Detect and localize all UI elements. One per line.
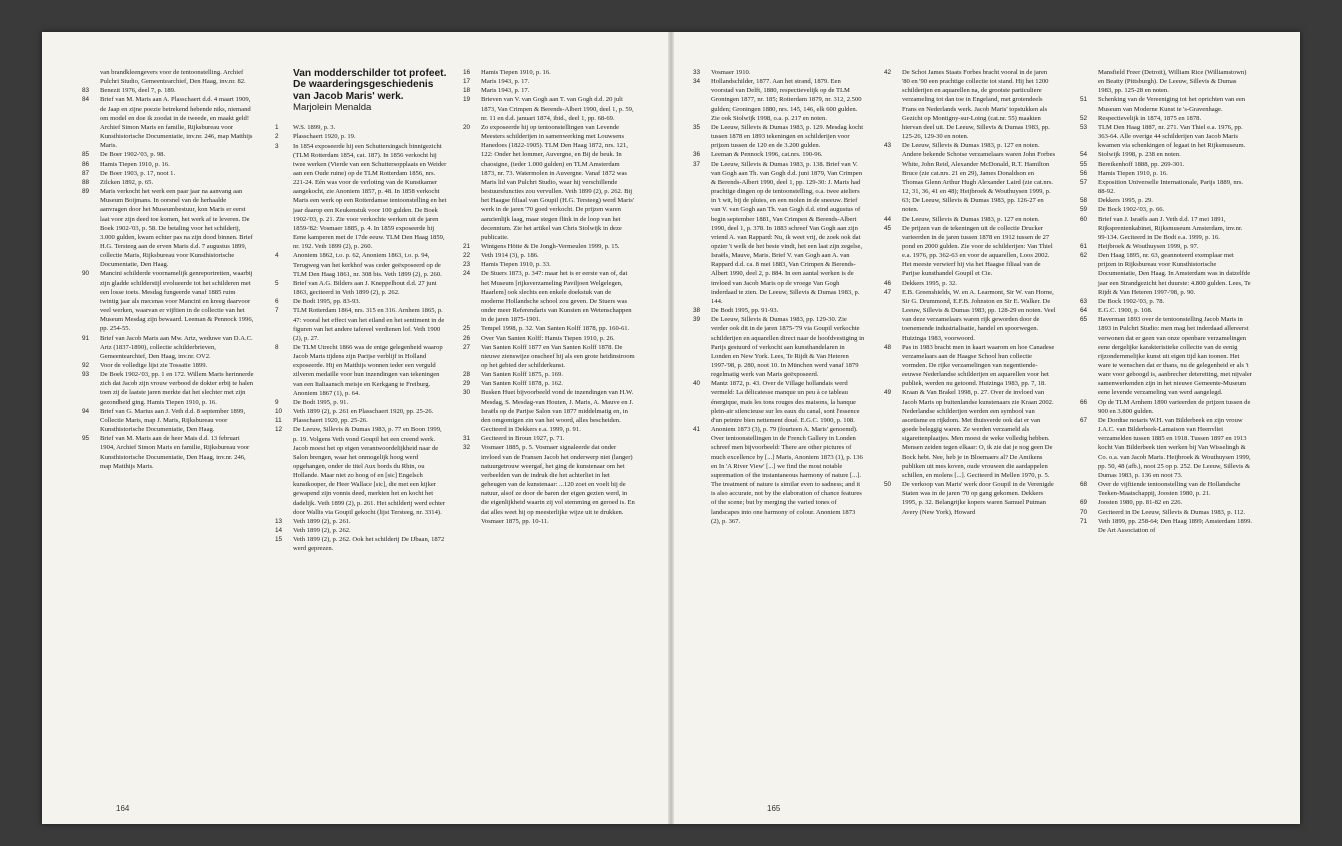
footnote-number: 21: [463, 242, 471, 250]
footnote-text: TLM Den Haag 1887, nr. 271. Van Thiel e.a. 1976, pp. 363-64. Alle overige 44 schilderijen van Jacob Maris kwamen via schenkingen of legaat in het Rijksmuseum.: [1098, 123, 1246, 150]
footnote-number: 47: [884, 288, 892, 296]
footnote-text: Brief van M. Maris aan de heer Mais d.d. 13 februari 1904, Archief Simon Maris en familie, Rijksbureau voor Kunsthistorische Documentatie, Den Haag, inv.nr. 246, map Matthijs Maris.: [100, 435, 250, 470]
footnote-text: Van Santen Kolff 1875, p. 169.: [481, 371, 563, 379]
footnote-number: 34: [693, 78, 701, 86]
page-number-left: 164: [116, 804, 130, 813]
footnote: [275, 535, 447, 553]
footnote: [1080, 196, 1252, 205]
footnote-text: De Leeuw, Sillevis & Dumas 1983, p. 129. Mesdag kocht tussen 1878 en 1893 tekeningen en schilderijen voor prijzen tussen de 120 en de 3.200 gulden.: [711, 123, 864, 150]
footnote-text: Tempel 1998, p. 32. Van Santen Kolff 1878, pp. 160-61.: [481, 325, 630, 333]
footnote: [463, 251, 635, 260]
footnote: [275, 297, 447, 306]
footnote: [463, 123, 635, 242]
footnote: [884, 224, 1056, 279]
footnote-number: 1: [275, 124, 279, 132]
footnote-text: De Stuers 1873, p. 347: maar het is er eerste van of, dat het Museum [rijksverzameling Paviljoen Welgelegen, Haarlem] ook slechts een enkele doekstuk van de moderne Hollandsche school zou geven. De Stuers was onder meer Referendaris van Kunsten en Wetenschappen in de jaren 1875-1901.: [481, 270, 632, 324]
footnote: [82, 68, 254, 86]
footnote-number: 62: [1080, 252, 1088, 260]
footnote: [82, 434, 254, 471]
footnote: [884, 141, 1056, 214]
footnote-text: Veth 1899, pp. 258-64; Den Haag 1899; Amsterdam 1899. De Art Association of: [1098, 517, 1252, 534]
footnote-text: Veth 1899 (2), p. 262. Ook het schilderij De IJbaan, 1872 werd geprezen.: [293, 536, 445, 553]
footnote-number: 46: [884, 279, 892, 287]
footnote-number: 88: [82, 178, 90, 186]
footnote-number: 15: [275, 536, 283, 544]
essay-title: Van modderschilder tot profeet. De waarderingsgeschiedenis van Jacob Maris' werk.: [293, 68, 447, 102]
footnote-text: Joosten 1980, pp. 81-82 en 226.: [1098, 499, 1183, 507]
footnote-text: De Leeuw, Sillevis & Dumas 1983, p. 77 en Boon 1999, p. 19. Volgens Veth vond Goupil het een creend werk. Jacob moest het op eigen verantwoordelijkheid naar de Salon brengen, waar het onmogelijk hoog werd opgehangen, onder de titel Aux bords du Rhin, ou Hollande. Maar niet zo hoog of en [sic] Engelsch kunstkooper, de Heer Wallace [sic], die met een kijker gewapend zijn vonnis deed, merkten het en kocht het dadelijk. Veth 1899 (2), p. 261. Het schilderij werd echter door Wallis via Goupil gekocht (lijst Tersteeg, nr. 3314).: [293, 426, 446, 516]
footnote-number: 61: [1080, 242, 1088, 250]
footnote-number: 2: [275, 133, 279, 141]
footnote: [275, 416, 447, 425]
footnote-text: Kraan & Van Brakel 1998, p. 27. Over de invloed van Jacob Maris op buitenlandse kunstenaars zie Kraan 2002. Nederlandse schilderijen werden een symbool van ascetisme en rijkdom. Met thuisverde ook dat er van goede beleggig waren. Ze werden verzameld als sigarettenplaatjes. Men moest de weke volledig hebben. Mensen zeiden tegen elkaar: O, ik zie dat je nog geen De Bock hebt. Nee, heb je in Bloemaers al? De Amikens publiken uit mes koven, oude vrouwen die aardappelen schillen, en molens [...]. Geciteerd in Mellen 1970, p. 5.: [902, 389, 1054, 479]
footnote-text: Hollandschilder, 1877. Aan het strand, 1879. Een voorstad van Delft, 1880, respectievelijk op de TLM Groningen 1877, nr. 185; Rotterdam 1879, nr. 312, 2.500 gulden; Groningen 1880, nrs. 145, 146, elk 600 gulden. Zie ook Stolwijk 1998, o.a. p. 217 en noten.: [711, 78, 862, 122]
footnote: [275, 306, 447, 343]
footnote: [1080, 508, 1252, 517]
footnote-text: De Bodt 1995, pp. 91-93.: [711, 307, 779, 315]
footnote-number: 86: [82, 160, 90, 168]
notes-column-6: [1080, 68, 1252, 798]
footnote-number: 92: [82, 362, 90, 369]
footnote: [884, 288, 1056, 343]
footnote-number: 39: [693, 316, 701, 324]
footnote-number: 27: [463, 343, 471, 351]
footnote-number: 49: [884, 389, 892, 397]
footnote-text: Wintgens Hötte & De Jongh-Vermeulen 1999, p. 15.: [481, 242, 620, 250]
footnote-number: 56: [1080, 169, 1088, 177]
footnote: [82, 370, 254, 407]
left-page: [42, 32, 671, 824]
footnote-text: Dekkers 1995, p. 29.: [1098, 197, 1153, 205]
footnote-text: Veth 1914 (3), p. 186.: [481, 252, 539, 260]
footnote: [82, 160, 254, 169]
footnote-number: 65: [1080, 316, 1088, 324]
footnote-number: 44: [884, 215, 892, 223]
footnote-text: Plasschaert 1920, pp. 25-26.: [293, 417, 368, 425]
footnote-number: 26: [463, 334, 471, 342]
footnote-text: Busken Huet bijvoorbeeld vond de inzendingen van H.W. Mesdag, S. Mesdag-van Houten, J. Maris, A. Mauve en J. Israëls op de Parijse Salon van 1877 middelmatig en, in den omgomigen zin van het woord, alles bescheiden. Geciteerd in Dekkers e.a. 1999, p. 91.: [481, 389, 634, 434]
footnote-text: De Leeuw, Sillevis & Dumas 1983, pp. 129-30. Zie verder ook dit in de jaren 1875-'79 via Goupil verkochte schilderijen en aquarellen direct naar de hoofdvestiging in Parijs gestuurd of verkocht aan kunsthandelaren in Londen en New York. Lees, Te Rijdt & Van Heteren 1997-'98, p. 280, noot 10. In München werd vanaf 1879 regelmatig werk van Maris geëxposeerd.: [711, 316, 865, 379]
footnote-text: Op de TLM Arnhem 1890 varieerden de prijzen tussen de 900 en 3.800 gulden.: [1098, 398, 1251, 415]
footnote: [82, 86, 254, 95]
footnote-text: Maris verkocht het werk een paar jaar na aanvang aan Museum Boijmans. In oorsnel van de herhaalde aanvragen door het Museumbestuur, kon Maris er eerst laat voor zijn deed toe komen, het werk af te leveren. De Boek 1902-'03, p. 58. De betaling voor het schilderij, 3.000 gulden, kwam echter pas na zijn dood binnen. Brief H.G. Tersteeg aan de erven Maris d.d. 7 augustus 1899, collectie Maris, Rijksbureau voor Kunsthistorische Documentatie, Den Haag.: [100, 188, 253, 269]
book-spread: [42, 32, 1300, 824]
footnote-text: W.S. 1899, p. 3.: [293, 124, 336, 132]
footnote: [1080, 169, 1252, 178]
footnote-text: Over Van Santen Kolff: Hamis Tiepen 1910, p. 26.: [481, 334, 615, 342]
footnote: [463, 242, 635, 251]
footnote-number: 17: [463, 78, 471, 86]
footnote: [82, 178, 254, 187]
footnote-number: 95: [82, 435, 90, 443]
footnote: [884, 215, 1056, 224]
footnote-text: Dekkers 1995, p. 32.: [902, 279, 957, 287]
footnote-text: van brandkleengevers voor de tentoonstelling. Archief Pulchri Studio, Gemeentearchief, Den Haag, inv.nr. 82.: [100, 69, 246, 86]
footnote-number: 50: [884, 481, 892, 489]
footnote: [463, 86, 635, 95]
footnote-number: 48: [884, 343, 892, 351]
footnote-number: 94: [82, 407, 90, 415]
footnote-number: 58: [1080, 197, 1088, 205]
footnote: [82, 169, 254, 178]
footnote: [275, 425, 447, 517]
footnote: [693, 68, 865, 77]
footnote-text: Van Santen Kolff 1878, p. 162.: [481, 380, 563, 388]
footnote-text: Van Santen Kolff 1877 en Van Santen Kolff 1878. De nieuwe zienswijze onscheef hij als een grote heidinstroom op het gebied der schilderkunst.: [481, 343, 635, 369]
footnote-text: Over de vijftiende tentoonstelling van de Hollandsche Teeken-Maatschappij, Joosten 1980, p. 21.: [1098, 481, 1241, 498]
footnote-number: 7: [275, 307, 279, 315]
footnote: [82, 95, 254, 150]
footnote: [693, 77, 865, 123]
footnote-number: 54: [1080, 151, 1088, 159]
footnote-number: 85: [82, 151, 90, 159]
footnote-number: 4: [275, 252, 279, 260]
footnote-number: 31: [463, 435, 471, 443]
footnote-text: Zo exposeerde hij op tentoonstellingen van Levende Meesters schilderijen in samenwerking met Louwsens Hanedoes (1822-1905). TLM Den Haag 1872, nrs. 121, 122: Onder het lommer, Auvergne, en Bij de beuk. In chaosigne, (ieder 1.000 gulden) en TLM Amsterdam 1873, nr. 73. Watermolen in Auvergne. Vanaf 1872 was Maris lid van Pulchri Studio, waar hij verschillende bestuursfuncties zou vervullen. Veth 1899 (2), p. 262. Bij het Haagse filiaal van Goupil (H.G. Tersteeg) werd Maris' werk in de jaren '70 goed verkocht. De prijzen waren aanzienlijk laag, maar stegen flink in de loop van het decennium. Zie het artikel van Chris Stolwijk in deze publicatie.: [481, 123, 634, 241]
footnote-text: Veth 1899 (2), p. 262.: [293, 527, 351, 535]
footnote: [463, 77, 635, 86]
footnote: [1080, 242, 1252, 251]
footnote: [275, 132, 447, 141]
footnote-text: Vosmaer 1910.: [711, 69, 751, 76]
footnote-text: Mantz 1872, p. 43. Over de Village hollandais werd vermeld: La délicatesse manque un peu à ce tableau énergique, mais les tons rouges des maisons, la banque plein-air silencieuse sur les eaux du canal, sont l'essence d'un peintre bien nettement doué. E.G.C. 1900, p. 108.: [711, 380, 860, 424]
footnote-text: E.B. Greenshields, W. en A. Learmont, Sir W. van Horne, Sir G. Drummond, E.F.B. Johnston en Sir E. Walker. De Leeuw, Sillevis & Dumas 1983, pp. 128-29 en noten. Veel van deze verzamelaars waren rijk geworden door de toenemende industrialisatie, handel en spoorwegen. Huizinga 1983, voorwoord.: [902, 288, 1056, 342]
page-number-right: 165: [767, 804, 781, 813]
footnote-text: Haverman 1893 over de tentoonstelling Jacob Maris in 1893 in Pulchri Studio: men mag het inderdaad allereerst verwonen dat er geen van onze openbare verzamelingen eene dergelijke karakteristieke collectie van de eenig rijzondernmelijke kunst uit eigen tijd kan toonen. Het ware te wenschen dat er thans, nu de gelegenheid er als 't ware voor geboogd is, aanbrecher deteretting, met nijvaler samenwerkenden zijn in het nieuwe Gemeente-Museum eene levende verzameling van werd aangelegd.: [1098, 316, 1252, 397]
footnote: [693, 150, 865, 159]
footnote-number: 20: [463, 123, 471, 131]
footnote-number: 40: [693, 380, 701, 388]
footnote-number: 22: [463, 252, 471, 260]
footnote-text: In 1854 exposeerde hij een Schuttersingsch binnigezicht (TLM Rotterdam 1854, cat. 187). In 1856 verkocht hij twee werken (Vierde van een Schuttersopplaats en Weider aan een Oude ruine) op de TLM Rotterdam 1856, nrs. 221-24. Eén was voor de verloting van de Kunstkamer aangekocht, zie Anoniem 1857, p. 48. In 1858 verkocht Maris een werk op een Rotterdamse tentoonstelling en het jaar daarop een Keukenstuk voor 100 gulden. De Boek 1902-'03, p. 21. Zie voor verkochte werken uit de jaren 1859-'82: Vosmaer 1885, p. 4. In 1859 exposeerde hij Eene kamperen met de 17de eeuw. TLM Den Haag 1859, nr. 192. Veth 1899 (2), p. 260.: [293, 142, 447, 251]
notes-column-3: [463, 68, 635, 798]
footnote-number: 69: [1080, 499, 1088, 507]
footnote-text: Respectievelijk in 1874, 1875 en 1878.: [1098, 114, 1202, 122]
footnote-number: 51: [1080, 96, 1088, 104]
footnote-number: 19: [463, 96, 471, 104]
footnote-number: 67: [1080, 416, 1088, 424]
footnote-text: De Bock 1902-'03, p. 78.: [1098, 297, 1165, 305]
footnote: [463, 269, 635, 324]
footnote-text: Voor de volledige lijst zie Tossatie 1899.: [100, 362, 208, 369]
footnote-number: 41: [693, 426, 701, 434]
footnote: [275, 142, 447, 252]
footnote-text: De verkoop van Maris' werk door Goupil in de Verenigde Staten was in de jaren '70 op gang gekomen. Dekkers 1995, p. 32. Belangrijke kopers waren Samuel Putman Avery (New York), Howard: [902, 481, 1054, 516]
footnote-number: 9: [275, 398, 279, 406]
footnote-number: 45: [884, 224, 892, 232]
footnote: [1080, 178, 1252, 196]
footnote-number: 14: [275, 527, 283, 535]
footnote: [275, 251, 447, 278]
footnote: [82, 407, 254, 434]
footnote-text: Den Haag 1895, nr. 63, geannoteerd exemplaar met prijzen in Rijksbureau voor Kunsthistorische Documentatie, Den Haag. In Amsterdam was in datzelfde jaar een Strandgezicht het duurste: 4.800 gulden. Lees, Te Rijdt & Van Heteren 1997-'98, p. 90.: [1098, 252, 1251, 296]
footnote-number: 25: [463, 325, 471, 333]
footnote-text: De prijzen van de tekeningen uit de collectie Drucker varieerden in de jaren tussen 1878 en 1912 tussen de 27 pond en 2000 gulden. Zie voor de schilderijen: Van Thiel e.a. 1976, pp. 362-63 en voor de aquarellen, Loos 2002. Het meeste verwierf hij via het Haagse filiaal van de Parijse kunsthandel Goupil et Cie.: [902, 224, 1053, 278]
footnote-number: 42: [884, 69, 892, 76]
footnote: [463, 95, 635, 122]
footnote-text: De Bodt 1995, p. 91.: [293, 398, 349, 406]
footnote: [1080, 315, 1252, 397]
footnote-number: 87: [82, 169, 90, 177]
footnote-text: Veth 1899 (2), p. 261.: [293, 517, 351, 525]
footnote-number: 38: [693, 307, 701, 315]
footnote-number: 30: [463, 389, 471, 397]
footnote-number: 11: [275, 417, 282, 425]
footnote-number: 13: [275, 517, 283, 525]
footnote-text: Brief van G. Marius aan J. Veth d.d. 8 september 1899, Collectie Maris, map J. Maris, Rijksbureau voor Kunsthistorische Documentatie, Den Haag.: [100, 407, 246, 434]
footnote: [463, 370, 635, 379]
footnote: [693, 160, 865, 307]
footnote-text: De TLM Utrecht 1866 was de enige gelegenheid waarop Jacob Maris tijdens zijn Parijse verblijf in Holland exposeerde. Hij en Matthijs wonnen ieder een verguld zilveren medaille voor hun inzendingen van tekeningen van een Italiaansch meisje en Kerkgang te Freiburg. Anoniem 1867 (1), p. 64.: [293, 343, 443, 397]
footnote: [1080, 114, 1252, 123]
footnote-text: Anoniem 1862, t.o. p. 62, Anoniem 1863, t.o. p. 94, Terugweg van het kerkhof was ceder geëxposeerd op de TLM Den Haag 1861, nr. 308 bis. Veth 1899 (2), p. 260.: [293, 252, 442, 278]
footnote: [1080, 297, 1252, 306]
footnote-text: Anoniem 1873 (3), p. 79 (fourteen A. Maris' genoemd). Over tentoonstellingen in de French Gallery in Londen schreef men bijvoorbeeld: There are other pictures of much excellence by [...] Maris, Anoniem 1873 (1), p. 136 en In 'A River View' [...] we find the most notable supremation of the instantaneous harmony of nature [...]. The treatment of nature is similar even to sadness; and it is also accurate, not by the elaboration of chance features of the scene; but by merging the varied tones of landscapes into one harmony of colour. Anoniem 1873 (2), p. 367.: [711, 426, 863, 525]
footnote: [1080, 215, 1252, 242]
notes-column-2: [275, 68, 447, 798]
notes-column-5: [884, 68, 1056, 798]
footnote-text: E.G.C. 1900, p. 108.: [1098, 307, 1153, 315]
footnote-number: 32: [463, 444, 471, 452]
footnote: [275, 279, 447, 297]
footnote-number: 29: [463, 380, 471, 388]
footnote-text: Benezit 1976, deel 7, p. 189.: [100, 87, 176, 95]
footnote-number: 28: [463, 371, 471, 379]
footnote-text: De Schot James Staats Forbes bracht vooral in de jaren '80 en '90 een prachtige collectie tot stand. Hij het 1200 schilderijen en aquarellen na, de grootste particuliere verzameling tot dan toe in Engeland, met grotendeels Frans en Nederlands werk. Jacob Maris' topstukken als Gezicht op Montigny-sur-Loing (cat.nr. 55) maakten hiervan deel uit. De Leeuw, Sillevis & Dumas 1983, pp. 125-26, 129-30 en noten.: [902, 69, 1050, 141]
footnote-text: Exposition Universelle Internationale, Parijs 1889, nrs. 88-92.: [1098, 178, 1244, 196]
footnote: [1080, 398, 1252, 416]
footnote: [884, 388, 1056, 480]
footnote-text: Stolwijk 1998, p. 238 en noten.: [1098, 151, 1181, 159]
footnote-text: De Leeuw, Sillevis & Dumas 1983, p. 127 en noten.: [902, 215, 1040, 223]
footnote: [1080, 416, 1252, 480]
footnote-number: 43: [884, 142, 892, 150]
notes-column-4: [693, 68, 865, 798]
footnote-text: Geciteerd in De Leeuw, Sillevis & Dumas 1983, p. 112.: [1098, 508, 1246, 516]
footnote: [275, 398, 447, 407]
footnote-text: Zilcken 1892, p. 65.: [100, 178, 154, 186]
footnote: [884, 480, 1056, 517]
footnote-text: Leeman & Pennock 1996, cat.nrs. 190-96.: [711, 151, 823, 159]
footnote-number: 68: [1080, 481, 1088, 489]
footnote: [693, 306, 865, 315]
footnote-number: 3: [275, 142, 279, 150]
footnote-text: Heijbroek & Wouthuysen 1999, p. 97.: [1098, 242, 1199, 250]
footnote: [82, 334, 254, 361]
footnote-text: Pas in 1983 bracht men in kaart waarom en hoe Canadese verzamelaars aan de Haagse School hun collectie vormden. De rijke verzamelingen van negentiende-eeuwse Nederlandse schilderijen en aquarellen voor het publiek, werden nu getoond. Huizinga 1983, pp. 7, 18.: [902, 343, 1055, 388]
footnote: [463, 334, 635, 343]
footnote: [1080, 480, 1252, 498]
footnote: [693, 315, 865, 379]
footnote-number: 71: [1080, 517, 1088, 525]
footnote-number: 66: [1080, 398, 1088, 406]
footnote: [1080, 205, 1252, 214]
footnote-number: 84: [82, 96, 90, 104]
footnote: [693, 123, 865, 150]
footnote-number: 57: [1080, 178, 1088, 186]
footnote: [1080, 123, 1252, 150]
footnote-number: 12: [275, 426, 283, 434]
footnote-number: 52: [1080, 114, 1088, 122]
footnote: [884, 68, 1056, 141]
footnote: [275, 123, 447, 132]
footnote: [463, 324, 635, 333]
footnote-number: 93: [82, 371, 90, 379]
footnote-text: Brief van Jacob Maris aan Mw. Artz, weduwe van D.A.C. Artz (1837-1890), collectie schilderbrieven, Gemeentearchief, Den Haag, inv.nr. OV2.: [100, 334, 253, 360]
footnote: [884, 279, 1056, 288]
footnote: [275, 343, 447, 398]
footnote-text: Schenking van de Vereeniging tot het oprichten van een Museum van Moderne Kunst te 's-Gravenhage.: [1098, 96, 1246, 113]
footnote-number: 53: [1080, 123, 1088, 131]
footnote-number: 64: [1080, 307, 1088, 315]
footnote-number: 91: [82, 334, 90, 342]
footnote-number: 6: [275, 298, 279, 306]
footnote: [1080, 68, 1252, 95]
footnote-text: Vosmaer 1885, p. 5. Vosmaer signaleerde dat onder invloed van de Fransen Jacob het onderwerp niet (langer) natuurgetrouw weergaf, het ging de kunstenaar om het verbeelden van de indruk die het achterliet in het geheugen van de kunstenaar: ...120 zoet en voelt hij de natuur, alsof ze door de baren der eigen gezien werd, in die eigenlijkheid waarin zij vol stemming en geroed is. En dat alles weet hij op meesterlijke wijze uit te drukken. Vosmaer 1875, pp. 10-11.: [481, 444, 635, 525]
footnote-text: De Leeuw, Sillevis & Dumas 1983, p. 127 en noten. Andere bekende Schotse verzamelaars waren John Forbes White, John Reid, Alexander McDonald, R.T. Hamilton Bruce (zie cat.nrs. 21 en 29), James Donaldson en Thomas Glenn Arthur Hugh Alexander Laird (zie cat.nrs. 12, 31, 36, 41 en 48); Heijbroek & Wouthuysen 1999, p. 63; De Leeuw, Sillevis & Dumas 1983, pp. 126-27 en noten.: [902, 142, 1056, 214]
footnote: [82, 269, 254, 333]
footnote: [463, 443, 635, 525]
footnote-text: De Dordtse notaris W.H. van Bilderbeek en zijn vrouw J.A.C. van Bilderbeek-Lamaison van Heenvliet verzamelden tussen 1885 en 1918. Tussen 1897 en 1913 kocht Van Bilderbeek tien werken bij Van Wisselingh & Co. o.a. van Jacob Maris. Heijbroek & Wouthuysen 1999, pp. 50, 48 (afb.), noot 25 op p. 252. De Leeuw, Sillevis & Dumas 1983, p. 136 en noot 73.: [1098, 416, 1251, 479]
footnote: [1080, 150, 1252, 159]
footnote-text: Hamis Tiepen 1910, p. 16.: [100, 160, 170, 168]
footnote-number: 59: [1080, 206, 1088, 214]
footnote-number: 24: [463, 270, 471, 278]
footnote-text: Mancini schilderde voornamelijk genreportretten, waarbij zijn gladde schilderstijl evolueerde tot het schilderen met een losse toets. Mesdag fungeerde vanaf 1885 ruim twintig jaar als mecenas voor Mancini en kreeg daarvoor veel werken, waarvan er vijftien in de collectie van het Museum Mesdag zijn bewaard. Leeman & Pennock 1996, pp. 254-55.: [100, 270, 254, 333]
footnote-text: De Bock 1902-'03, p. 66.: [1098, 206, 1165, 214]
right-page: [671, 32, 1300, 824]
footnote-number: 60: [1080, 215, 1088, 223]
footnote: [1080, 306, 1252, 315]
footnote-number: 35: [693, 123, 701, 131]
footnote: [1080, 498, 1252, 507]
footnote-number: 16: [463, 69, 471, 76]
footnote-text: Hamis Tiepen 1910, p. 16.: [481, 69, 551, 76]
footnote-text: De Leeuw, Sillevis & Dumas 1983, p. 138. Brief van V. van Gogh aan Th. van Gogh d.d. juni 1879, Van Crimpen & Berends-Albert 1990, deel 1, pp. 129-30: J. Maris had prachtige dingen op de tentoonstelling, o.a. twee ateliers in 't wit, bij de pluies, en een molen in de sneeuw. Brief van V. van Gogh aan Th. van Gogh d.d. eind augustus of begin september 1881, Van Crimpen & Berends-Albert 1990, deel 1, p. 378. In 1883 schreef Van Gogh aan zijn vriend A. van Rappard: Nu, ik weet vrij, de zoek ook dat opzier 't welk de het beste vindt, het een laat zijn zegelse, Israëls, Mauve, Maris. Brief V. van Gogh aan A. van Rappard d.d. ca. 8 mei 1883, Van Crimpen & Berends-Albert 1990, deel 2, p. 884. In een aantal werken is de invloed van Jacob Maris op de vroege Van Gogh inderdaad te zien. De Leeuw, Sillevis & Dumas 1983, p. 144.: [711, 160, 863, 305]
footnote: [463, 343, 635, 370]
footnote: [275, 517, 447, 526]
footnote-number: 90: [82, 270, 90, 278]
footnote-number: 5: [275, 279, 279, 287]
footnote: [1080, 95, 1252, 113]
footnote: [1080, 251, 1252, 297]
footnote-number: 63: [1080, 297, 1088, 305]
footnote: [1080, 517, 1252, 535]
footnote-text: Veth 1899 (2), p. 261 en Plasschaert 1920, pp. 25-26.: [293, 408, 434, 416]
footnote-text: Mansfield Freer (Detroit), William Rice (Williamstown) en Beatty (Pittsburgh). De Leeuw, Sillevis & Dumas 1983, pp. 125-28 en noten.: [1098, 69, 1247, 95]
footnote-text: De Boer 1902-'03, p. 98.: [100, 151, 166, 159]
footnote-number: 37: [693, 160, 701, 168]
footnote-number: 33: [693, 69, 701, 76]
footnote-text: De Boek 1902-'03, pp. 1 en 172. Willem Maris herinnerde zich dat Jacob zijn vrouw verbood de dokter erbij te halen toen zij de laatste jaren merkte dat het slechter met zijn gezondheid ging. Hamis Tiepen 1910, p. 16.: [100, 371, 254, 406]
footnote-number: 70: [1080, 508, 1088, 516]
footnote-text: Bereikenhoff 1888, pp. 269-301.: [1098, 160, 1185, 168]
footnote: [82, 150, 254, 159]
footnote-number: 55: [1080, 160, 1088, 168]
footnote-text: Brief van M. Maris aan A. Plasschaert d.d. 4 maart 1909, de Jaap en zijne poezie betrekend hebende niks, niemand om model en doe ik zoodat in de tweede, en maakt geld! Archief Simon Maris en familie, Rijksbureau voor Kunsthistorische Documentatie, inv.nr. 246, map Matthijs Maris.: [100, 96, 253, 150]
footnote-number: 10: [275, 408, 283, 416]
footnote-text: TLM Rotterdam 1864, nrs. 315 en 316. Arnhem 1865, p. 47: vooral het effect van het eiland en het sentiment in de figuren van het andere tafereel verdienen lof. Veth 1900 (2), p. 27.: [293, 307, 445, 342]
footnote-text: Plasschaert 1920, p. 19.: [293, 133, 356, 141]
footnote-number: 83: [82, 87, 90, 95]
footnote-number: 36: [693, 151, 701, 159]
footnote: [82, 187, 254, 269]
footnote: [275, 526, 447, 535]
footnote: [1080, 160, 1252, 169]
footnote-number: 89: [82, 188, 90, 196]
footnote-text: Brieven van V. van Gogh aan T. van Gogh d.d. 20 juli 1873, Van Crimpen & Berends-Albert 1990, deel 1, p. 59, nr. 11 en d.d. januari 1874, ibid., deel 1, pp. 68-69.: [481, 96, 634, 122]
footnote: [82, 361, 254, 370]
notes-column-1: [82, 68, 254, 798]
footnote: [693, 425, 865, 526]
footnote-text: Geciteerd in Broun 1927, p. 71.: [481, 435, 565, 443]
footnote-text: Hamis Tiepen 1910, p. 33.: [481, 261, 551, 269]
footnote-number: 18: [463, 87, 471, 95]
footnote-number: 8: [275, 343, 279, 351]
essay-author: Marjolein Menalda: [293, 102, 372, 114]
footnote-text: De Boer 1903, p. 17, noot 1.: [100, 169, 176, 177]
footnote: [463, 388, 635, 434]
footnote: [275, 407, 447, 416]
footnote: [463, 379, 635, 388]
footnote-text: Brief van A.G. Bilders aan J. Kneppelhout d.d. 27 juni 1863, geciteerd in Veth 1899 (2), p. 262.: [293, 279, 437, 297]
footnote: [463, 260, 635, 269]
footnote-text: Maris 1943, p. 17.: [481, 87, 530, 95]
footnote: [884, 343, 1056, 389]
footnote-text: Hamis Tiepen 1910, p. 16.: [1098, 169, 1168, 177]
footnote-text: Brief van J. Israëls aan J. Veth d.d. 17 mei 1891, Rijksprentenkabinet, Rijksmuseum Amsterdam, inv.nr. 99-134. Geciteerd in De Bodt e.a. 1999, p. 16.: [1098, 215, 1243, 241]
footnote-number: 23: [463, 261, 471, 269]
footnote-text: Maris 1943, p. 17.: [481, 78, 530, 86]
footnote: [463, 434, 635, 443]
footnote: [463, 68, 635, 77]
footnote: [693, 379, 865, 425]
footnote-text: De Bodt 1995, pp. 83-93.: [293, 298, 361, 306]
